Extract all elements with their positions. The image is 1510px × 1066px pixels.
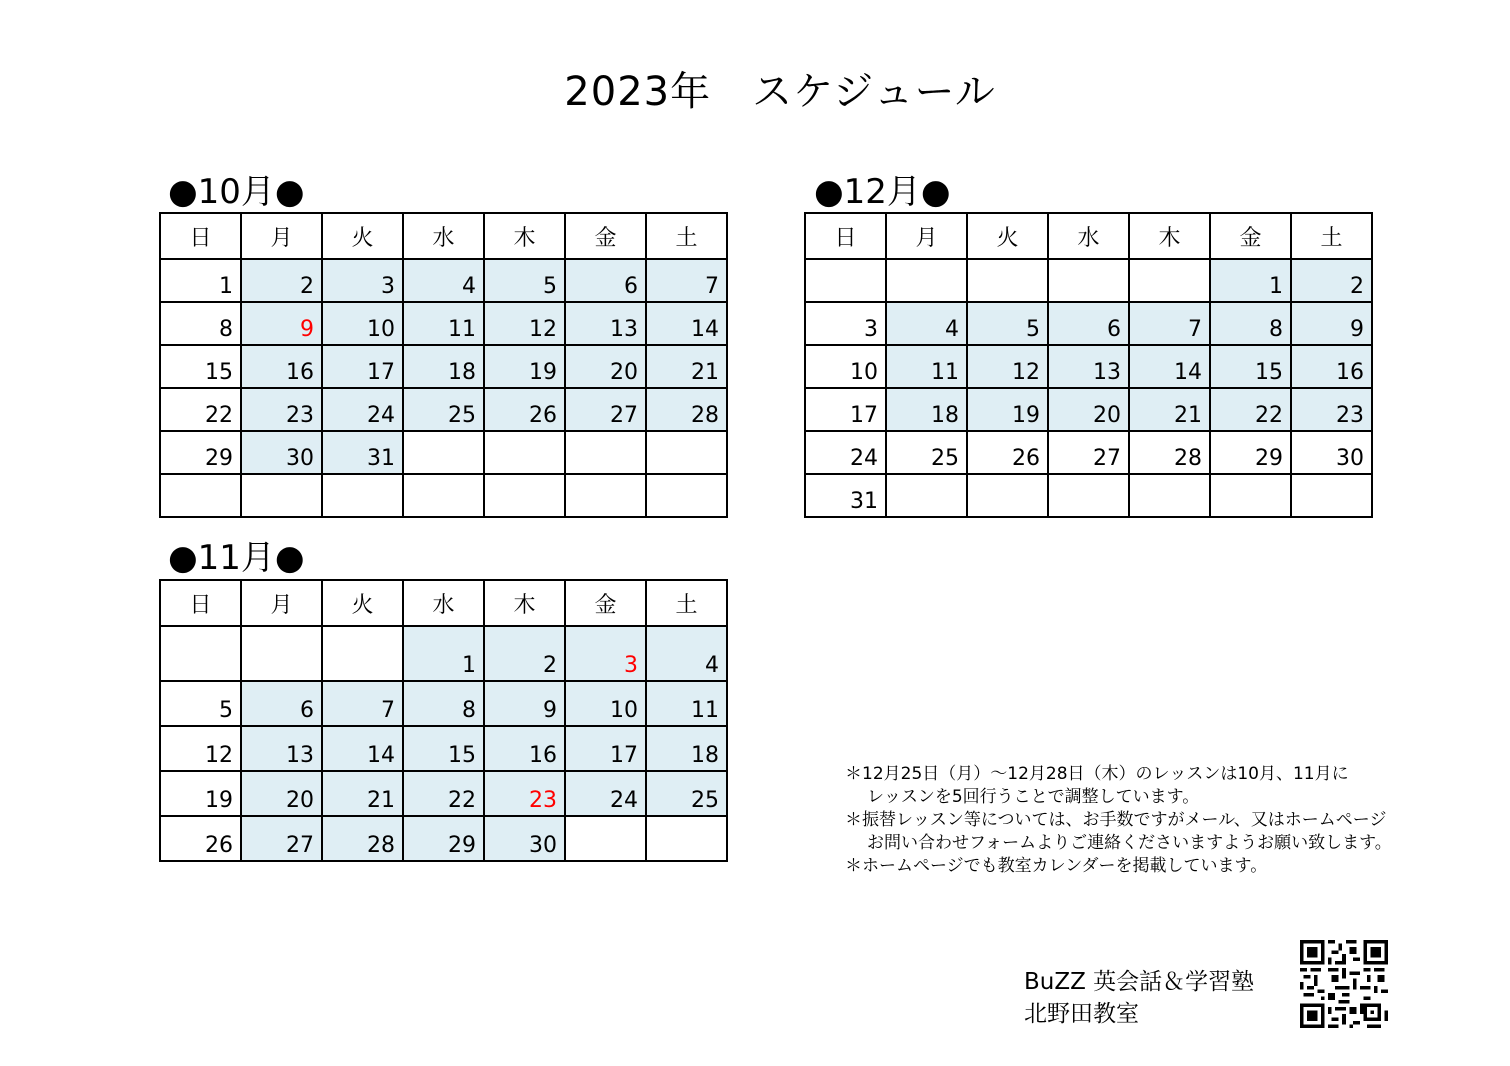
- day-cell: 18: [403, 345, 484, 388]
- day-cell: 8: [160, 302, 241, 345]
- week-row: [805, 431, 1372, 474]
- weekday-header: 日: [805, 213, 886, 259]
- day-cell: 25: [886, 431, 967, 474]
- day-cell: 22: [403, 771, 484, 816]
- day-cell: 4: [886, 302, 967, 345]
- note-line: ＊振替レッスン等については、お手数ですがメール、又はホームページ: [845, 810, 1387, 830]
- page-title: 2023年 スケジュール: [564, 69, 996, 115]
- week-row: [805, 474, 1372, 517]
- day-cell: 28: [322, 816, 403, 861]
- day-cell: 29: [1210, 431, 1291, 474]
- day-cell: [805, 259, 886, 302]
- week-row: [160, 726, 727, 771]
- day-cell: 31: [322, 431, 403, 474]
- day-cell: [160, 474, 241, 517]
- day-cell: 23: [241, 388, 322, 431]
- day-cell: [1291, 474, 1372, 517]
- week-row: [160, 626, 727, 681]
- day-cell: 10: [322, 302, 403, 345]
- day-cell: 11: [403, 302, 484, 345]
- day-cell: 7: [322, 681, 403, 726]
- day-cell: 26: [160, 816, 241, 861]
- week-row: [160, 345, 727, 388]
- weekday-header: 木: [484, 213, 565, 259]
- day-cell: 13: [565, 302, 646, 345]
- weekday-header: 火: [322, 213, 403, 259]
- day-cell: 21: [1129, 388, 1210, 431]
- day-cell: 30: [241, 431, 322, 474]
- weekday-header: 水: [403, 213, 484, 259]
- weekday-header: 金: [565, 580, 646, 626]
- day-cell: 8: [403, 681, 484, 726]
- day-cell: [1129, 259, 1210, 302]
- day-cell: 24: [322, 388, 403, 431]
- day-cell: 16: [484, 726, 565, 771]
- day-cell: 4: [403, 259, 484, 302]
- day-cell: [967, 259, 1048, 302]
- day-cell: 10: [565, 681, 646, 726]
- weekday-header: 月: [241, 580, 322, 626]
- day-cell: [565, 474, 646, 517]
- day-cell: 20: [1048, 388, 1129, 431]
- day-cell: 10: [805, 345, 886, 388]
- day-cell: [1129, 474, 1210, 517]
- day-cell: 20: [241, 771, 322, 816]
- month-heading-october: ●10月●: [168, 172, 305, 212]
- day-cell: 9: [1291, 302, 1372, 345]
- day-cell: 27: [1048, 431, 1129, 474]
- day-cell: [1210, 474, 1291, 517]
- day-cell: 17: [565, 726, 646, 771]
- week-row: [805, 259, 1372, 302]
- day-cell: 15: [160, 345, 241, 388]
- month-heading-november: ●11月●: [168, 538, 305, 578]
- day-cell: 5: [484, 259, 565, 302]
- weekday-header: 水: [1048, 213, 1129, 259]
- day-cell: [886, 474, 967, 517]
- day-cell: 19: [484, 345, 565, 388]
- day-cell: 2: [1291, 259, 1372, 302]
- day-cell: 11: [646, 681, 727, 726]
- day-cell: 8: [1210, 302, 1291, 345]
- calendar-october: [159, 212, 728, 518]
- day-cell: 5: [160, 681, 241, 726]
- day-cell: [160, 626, 241, 681]
- week-row: [160, 816, 727, 861]
- school-branch: 北野田教室: [1024, 1001, 1139, 1027]
- day-cell: 18: [886, 388, 967, 431]
- day-cell: [1048, 259, 1129, 302]
- day-cell: 28: [646, 388, 727, 431]
- day-cell: [484, 431, 565, 474]
- day-cell: 24: [805, 431, 886, 474]
- day-cell: 15: [403, 726, 484, 771]
- day-cell: [484, 474, 565, 517]
- weekday-header: 土: [646, 580, 727, 626]
- day-cell: 22: [1210, 388, 1291, 431]
- day-cell: [967, 474, 1048, 517]
- weekday-header: 火: [322, 580, 403, 626]
- day-cell: [1048, 474, 1129, 517]
- day-cell: 20: [565, 345, 646, 388]
- day-cell: 23: [484, 771, 565, 816]
- day-cell: 3: [565, 626, 646, 681]
- weekday-header: 日: [160, 213, 241, 259]
- qr-code-icon[interactable]: [1300, 940, 1388, 1028]
- day-cell: [646, 431, 727, 474]
- day-cell: 17: [322, 345, 403, 388]
- day-cell: 9: [241, 302, 322, 345]
- day-cell: 25: [403, 388, 484, 431]
- day-cell: 3: [805, 302, 886, 345]
- week-row: [160, 431, 727, 474]
- weekday-header: 月: [886, 213, 967, 259]
- day-cell: [403, 474, 484, 517]
- day-cell: [565, 816, 646, 861]
- weekday-header: 日: [160, 580, 241, 626]
- week-row: [160, 474, 727, 517]
- week-row: [160, 259, 727, 302]
- weekday-header: 土: [1291, 213, 1372, 259]
- week-row: [160, 681, 727, 726]
- day-cell: 31: [805, 474, 886, 517]
- weekday-header: 金: [565, 213, 646, 259]
- day-cell: [565, 431, 646, 474]
- day-cell: 14: [646, 302, 727, 345]
- day-cell: 1: [403, 626, 484, 681]
- day-cell: 9: [484, 681, 565, 726]
- day-cell: [322, 626, 403, 681]
- day-cell: 2: [241, 259, 322, 302]
- weekday-header: 水: [403, 580, 484, 626]
- day-cell: 19: [967, 388, 1048, 431]
- note-line: お問い合わせフォームよりご連絡くださいますようお願い致します。: [867, 833, 1392, 853]
- weekday-header: 火: [967, 213, 1048, 259]
- calendar-november: [159, 579, 728, 862]
- day-cell: 26: [484, 388, 565, 431]
- week-row: [160, 388, 727, 431]
- day-cell: [646, 816, 727, 861]
- weekday-header-row: [805, 213, 1372, 259]
- day-cell: 30: [1291, 431, 1372, 474]
- day-cell: 28: [1129, 431, 1210, 474]
- day-cell: 18: [646, 726, 727, 771]
- week-row: [805, 345, 1372, 388]
- day-cell: 19: [160, 771, 241, 816]
- day-cell: 22: [160, 388, 241, 431]
- day-cell: 3: [322, 259, 403, 302]
- weekday-header: 金: [1210, 213, 1291, 259]
- day-cell: 6: [1048, 302, 1129, 345]
- weekday-header-row: [160, 580, 727, 626]
- weekday-header: 土: [646, 213, 727, 259]
- day-cell: 23: [1291, 388, 1372, 431]
- school-name: BuZZ 英会話＆学習塾: [1024, 969, 1255, 995]
- day-cell: 13: [1048, 345, 1129, 388]
- day-cell: 21: [646, 345, 727, 388]
- school-info: [1024, 966, 1254, 1030]
- day-cell: 5: [967, 302, 1048, 345]
- note-line: レッスンを5回行うことで調整しています。: [867, 787, 1200, 807]
- day-cell: [241, 474, 322, 517]
- day-cell: 13: [241, 726, 322, 771]
- note-line: ＊12月25日（月）～12月28日（木）のレッスンは10月、11月に: [845, 764, 1349, 784]
- day-cell: 12: [967, 345, 1048, 388]
- day-cell: [322, 474, 403, 517]
- day-cell: 24: [565, 771, 646, 816]
- day-cell: 6: [241, 681, 322, 726]
- day-cell: 29: [160, 431, 241, 474]
- weekday-header: 月: [241, 213, 322, 259]
- weekday-header: 木: [484, 580, 565, 626]
- day-cell: 1: [160, 259, 241, 302]
- week-row: [160, 302, 727, 345]
- day-cell: [646, 474, 727, 517]
- day-cell: 12: [484, 302, 565, 345]
- day-cell: 21: [322, 771, 403, 816]
- day-cell: [403, 431, 484, 474]
- note-line: ＊ホームページでも教室カレンダーを掲載しています。: [845, 856, 1268, 876]
- week-row: [805, 302, 1372, 345]
- week-row: [805, 388, 1372, 431]
- day-cell: 14: [322, 726, 403, 771]
- calendar-december: [804, 212, 1373, 518]
- day-cell: 26: [967, 431, 1048, 474]
- notes: [845, 763, 1392, 878]
- day-cell: 29: [403, 816, 484, 861]
- day-cell: 27: [565, 388, 646, 431]
- day-cell: 1: [1210, 259, 1291, 302]
- day-cell: 12: [160, 726, 241, 771]
- day-cell: 30: [484, 816, 565, 861]
- day-cell: [886, 259, 967, 302]
- week-row: [160, 771, 727, 816]
- day-cell: 7: [646, 259, 727, 302]
- weekday-header: 木: [1129, 213, 1210, 259]
- day-cell: 2: [484, 626, 565, 681]
- day-cell: [241, 626, 322, 681]
- day-cell: 25: [646, 771, 727, 816]
- day-cell: 16: [241, 345, 322, 388]
- day-cell: 4: [646, 626, 727, 681]
- day-cell: 11: [886, 345, 967, 388]
- day-cell: 7: [1129, 302, 1210, 345]
- day-cell: 17: [805, 388, 886, 431]
- day-cell: 14: [1129, 345, 1210, 388]
- weekday-header-row: [160, 213, 727, 259]
- day-cell: 6: [565, 259, 646, 302]
- day-cell: 15: [1210, 345, 1291, 388]
- month-heading-december: ●12月●: [814, 172, 951, 212]
- day-cell: 16: [1291, 345, 1372, 388]
- day-cell: 27: [241, 816, 322, 861]
